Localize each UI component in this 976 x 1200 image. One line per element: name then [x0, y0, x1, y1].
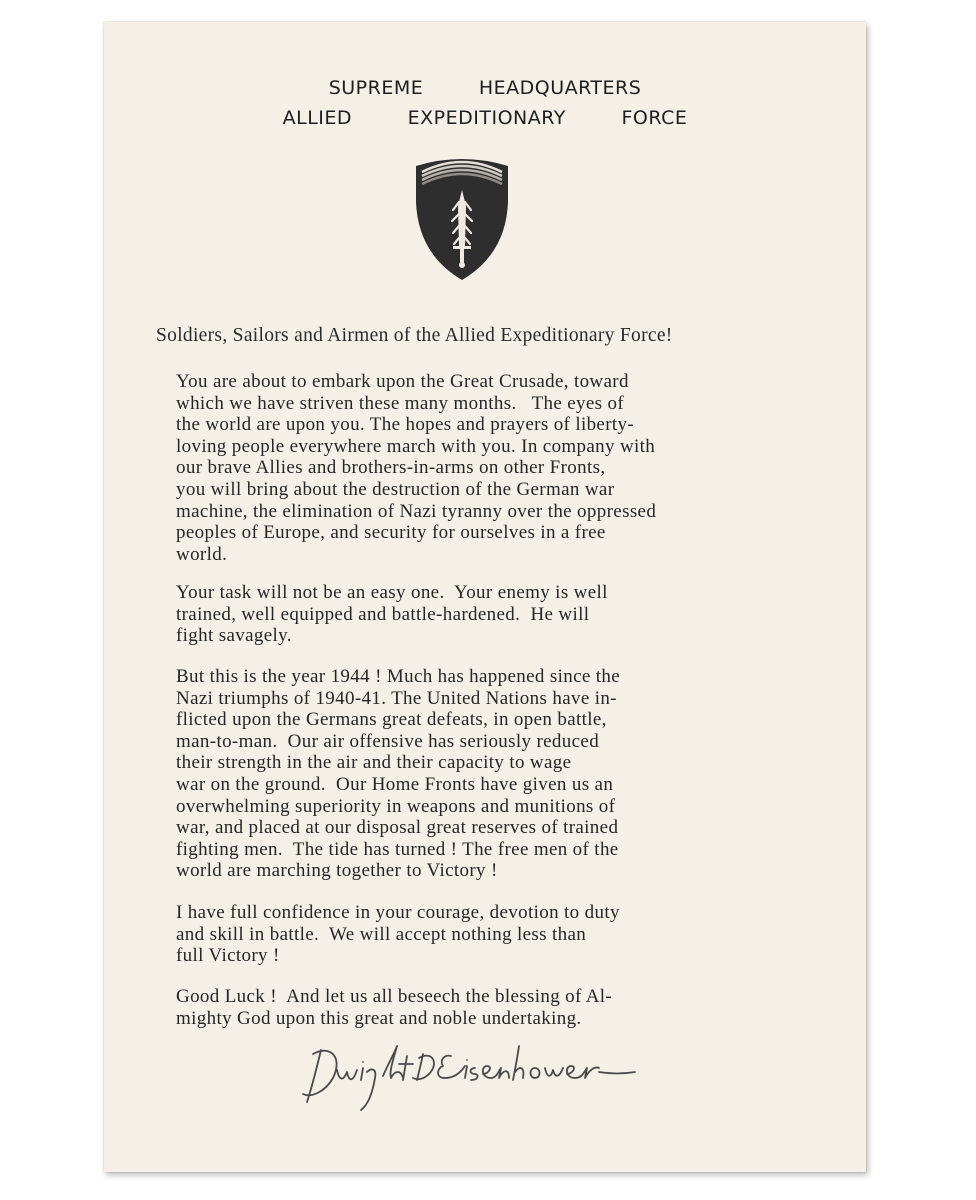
- signature: [299, 1032, 644, 1114]
- paragraph-3: But this is the year 1944 ! Much has happened since the Nazi triumphs of 1940-41. The United Nations have in- flicted upon the Germans great defeats, in open battle, man-to-man. Our air offensive has seriously reduced their strength in the air and their capacity to wage war on the ground. Our Home Fronts have given us an overwhelming superiority in weapons and munitions of war, and placed at our disposal great reserves of trained fighting men. The tide has turned ! The free men of the world are marching together to Victory !: [176, 666, 621, 882]
- paragraph-5: Good Luck ! And let us all beseech the blessing of Al- mighty God upon this great and noble undertaking.: [176, 986, 613, 1029]
- paragraph-1: You are about to embark upon the Great Crusade, toward which we have striven these many months. The eyes of the world are upon you. The hopes and prayers of liberty- loving people everywhere march with you. In company with our brave Allies and brothers-in-arms on other Fronts, you will bring about the destruction of the German war machine, the elimination of Nazi tyranny over the oppressed peoples of Europe, and security for ourselves in a free world.: [176, 371, 657, 565]
- paragraph-4: I have full confidence in your courage, devotion to duty and skill in battle. We will accept nothing less than full Victory !: [176, 902, 620, 967]
- shaef-shield-icon: [412, 154, 512, 282]
- document-page: [104, 22, 866, 1172]
- header-line-2: ALLIED EXPEDITIONARY FORCE: [282, 107, 688, 129]
- salutation: Soldiers, Sailors and Airmen of the Allied Expeditionary Force!: [156, 325, 673, 346]
- paragraph-2: Your task will not be an easy one. Your enemy is well trained, well equipped and battle-hardened. He will fight savagely.: [176, 582, 608, 647]
- header-line-1: SUPREME HEADQUARTERS: [328, 77, 642, 99]
